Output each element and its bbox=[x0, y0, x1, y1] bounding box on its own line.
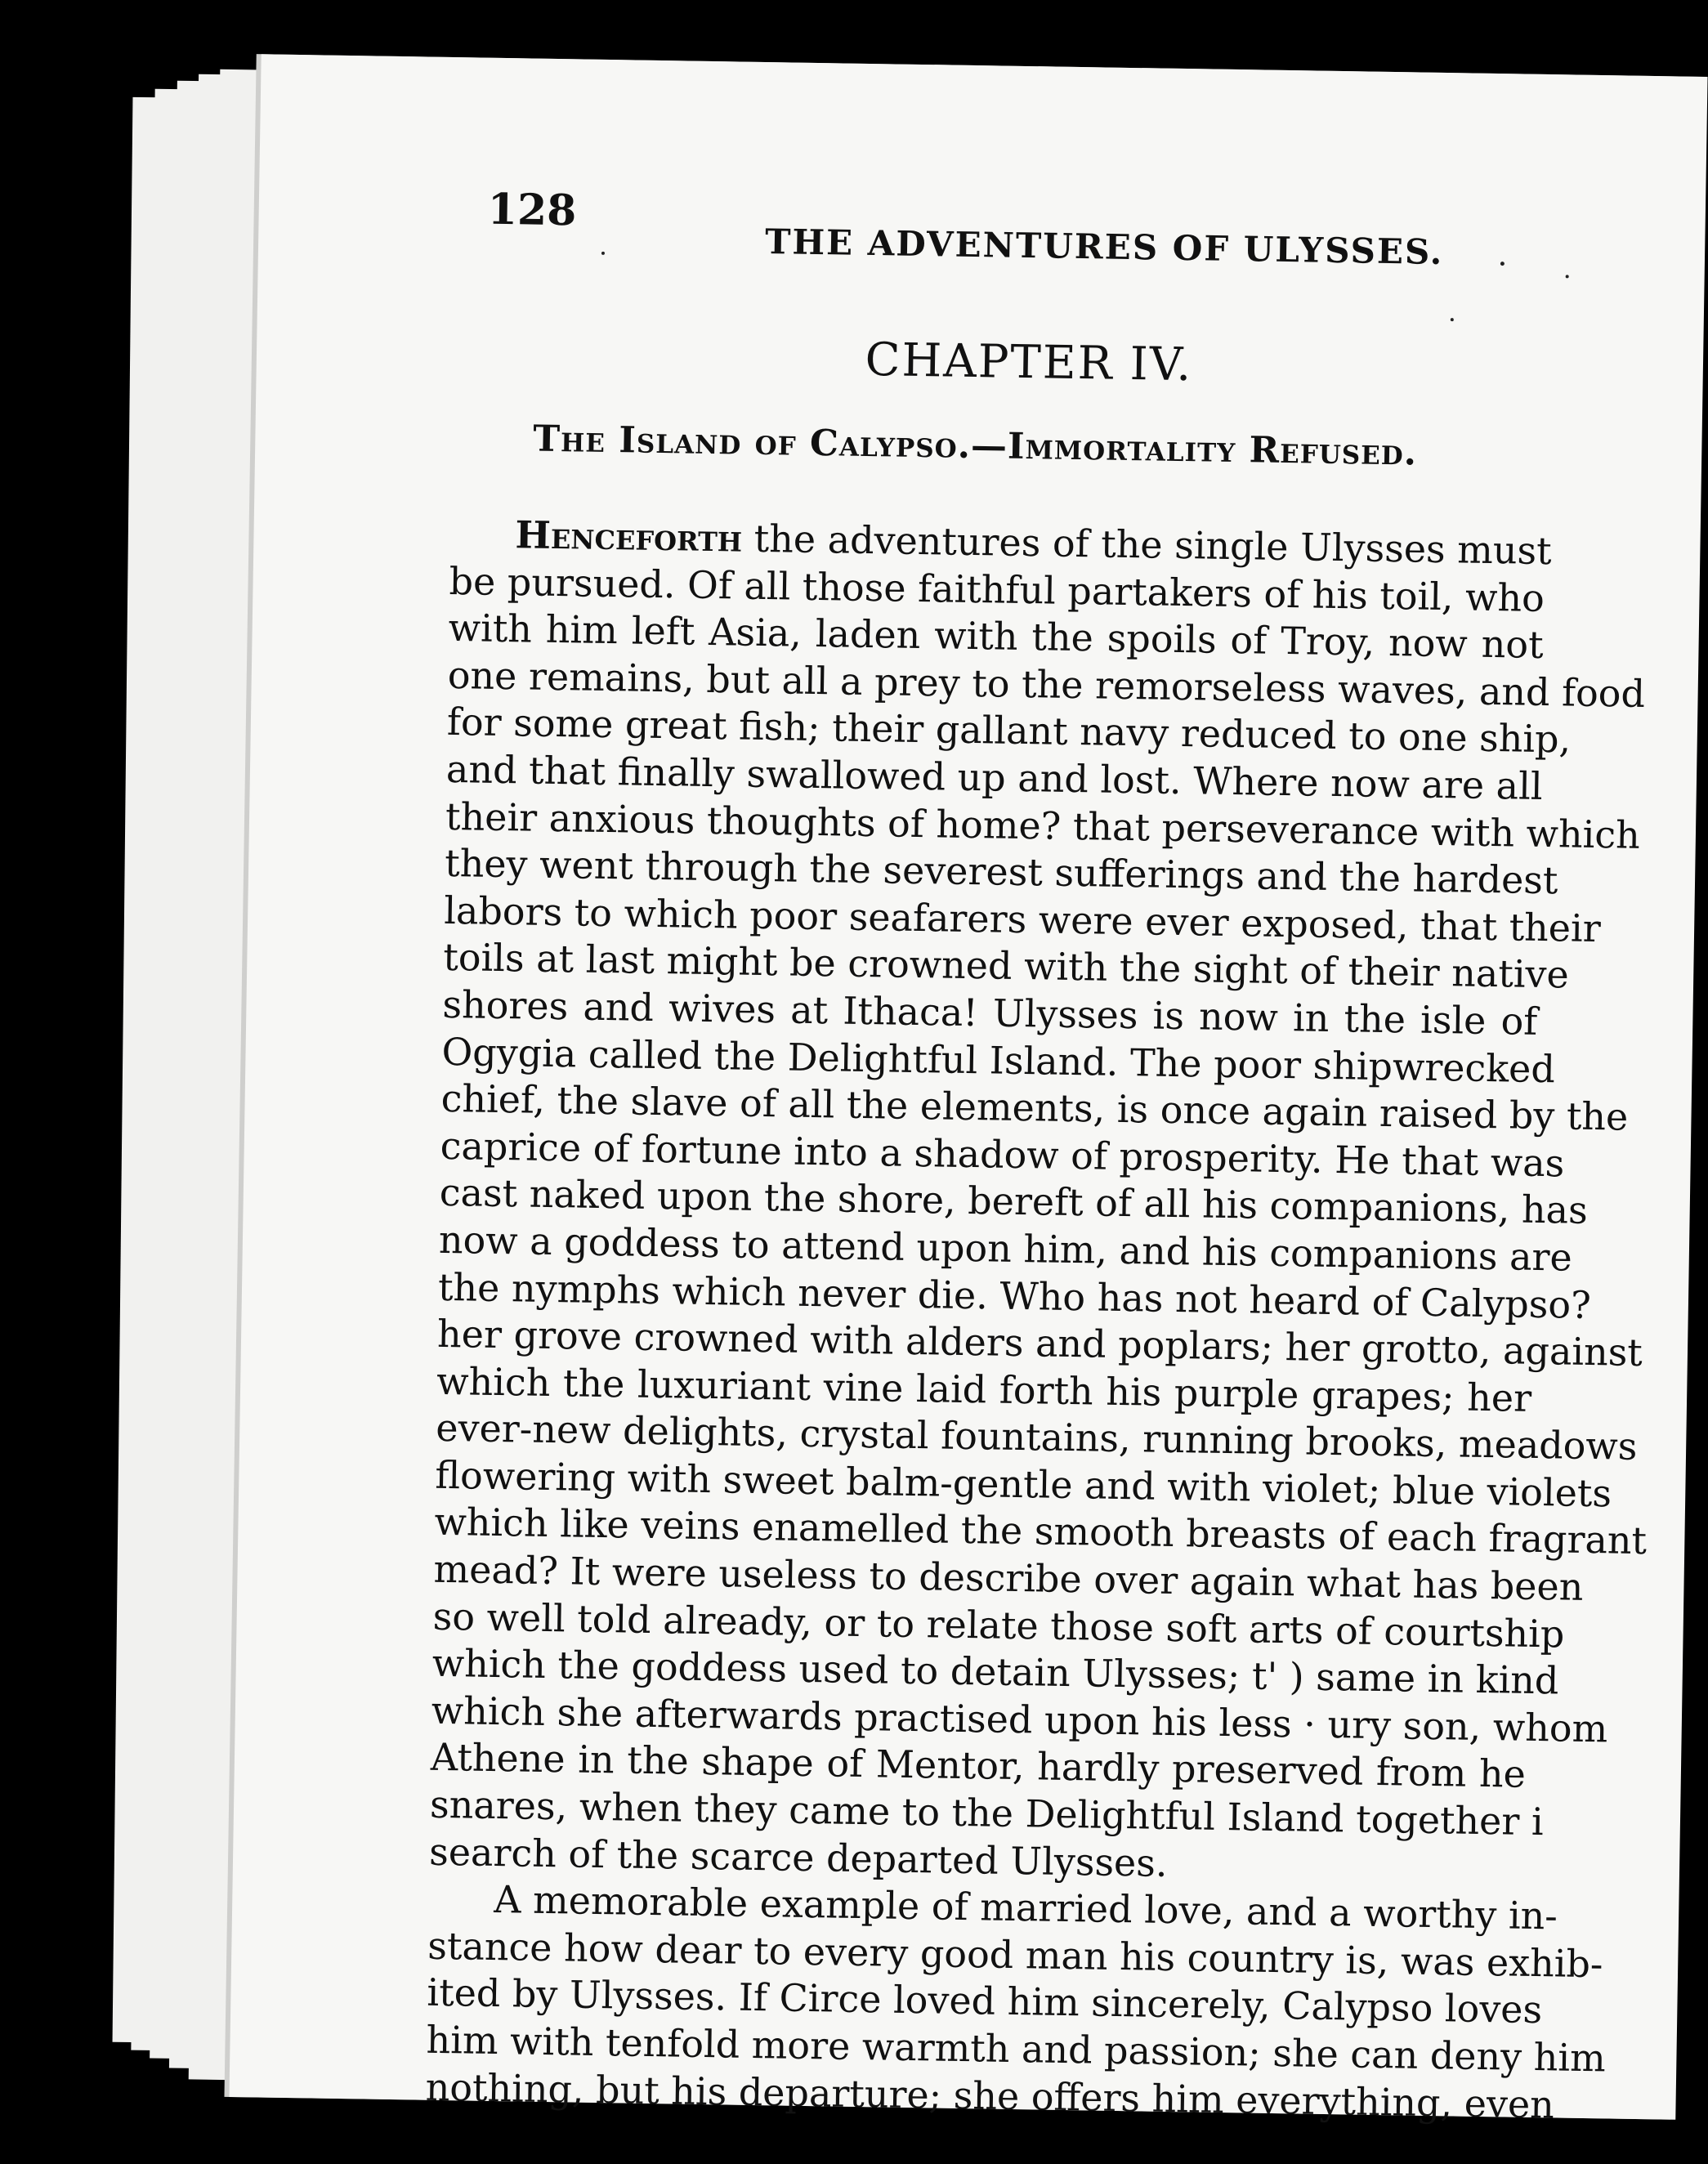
text-line: caprice of fortune into a shadow of prosperity. He that was bbox=[440, 1123, 1565, 1186]
text-line: for some great fish; their gallant navy reduced to one ship, bbox=[446, 700, 1572, 762]
running-head: THE ADVENTURES OF ULYSSES. bbox=[764, 221, 1444, 273]
scan-speck bbox=[1500, 262, 1505, 266]
text-line: ited by Ulysses. If Circe loved him sincerely, Calypso loves bbox=[427, 1970, 1543, 2032]
text-line: their anxious thoughts of home? that perseverance with which bbox=[445, 794, 1641, 857]
text-line: one remains, but all a prey to the remorseless waves, and food bbox=[447, 652, 1646, 716]
text-line: Henceforth the adventures of the single Ulysses must bbox=[515, 512, 1553, 574]
body-text bbox=[425, 511, 1648, 2128]
page-number: 128 bbox=[487, 184, 577, 236]
text-line: nothing, but his departure; she offers him everything, even bbox=[425, 2064, 1555, 2127]
text-line: cast naked upon the shore, bereft of all his companions, has bbox=[439, 1170, 1589, 1233]
text-line: they went through the severest sufferings and the hardest bbox=[444, 841, 1558, 903]
chapter-heading: CHAPTER IV. bbox=[865, 333, 1193, 392]
text-line: him with tenfold more warmth and passion; she can deny him bbox=[426, 2017, 1607, 2081]
text-line: her grove crowned with alders and poplars; her grotto, against bbox=[436, 1311, 1643, 1375]
book-page bbox=[229, 54, 1707, 2127]
text-line: Athene in the shape of Mentor, hardly preserved from he bbox=[430, 1735, 1527, 1797]
text-line: A memorable example of married love, and a worthy in- bbox=[493, 1877, 1558, 1938]
lead-word: Henceforth bbox=[515, 512, 743, 561]
text-line: which like veins enamelled the smooth breasts of each fragrant bbox=[434, 1500, 1648, 1563]
text-line: flowering with sweet balm-gentle and with violet; blue violets bbox=[435, 1452, 1612, 1516]
text-line: and that finally swallowed up and lost. Where now are all bbox=[445, 746, 1543, 808]
text-line: now a goddess to attend upon him, and his companions are bbox=[438, 1217, 1573, 1280]
text-line: snares, when they came to the Delightful Island together i bbox=[429, 1782, 1545, 1844]
paragraph bbox=[428, 511, 1648, 1893]
scan-speck bbox=[601, 252, 605, 255]
text-line: labors to which poor seafarers were ever exposed, that their bbox=[443, 888, 1602, 950]
text-line: search of the scarce departed Ulysses. bbox=[428, 1829, 1168, 1885]
text-line: which the goddess used to detain Ulysses; t' ) same in kind bbox=[431, 1641, 1559, 1703]
scan-speck bbox=[1566, 275, 1569, 278]
text-line: toils at last might be crowned with the sight of their native bbox=[442, 935, 1570, 997]
text-line: mead? It were useless to describe over again what has been bbox=[433, 1546, 1584, 1609]
chapter-subtitle: The Island of Calypso.—Immortality Refused. bbox=[532, 418, 1418, 474]
text-line: with him left Asia, laden with the spoils of Troy, now not bbox=[448, 606, 1545, 668]
text-line: stance how dear to every good man his country is, was exhib- bbox=[427, 1923, 1603, 1987]
text-line: so well told already, or to relate those soft arts of courtship bbox=[432, 1594, 1565, 1657]
paragraph bbox=[425, 1876, 1607, 2128]
text-line: the nymphs which never die. Who has not heard of Calypso? bbox=[437, 1264, 1592, 1327]
text-line: ever-new delights, crystal fountains, running brooks, meadows bbox=[435, 1406, 1638, 1469]
text-line: which the luxuriant vine laid forth his purple grapes; her bbox=[436, 1358, 1532, 1420]
text-line: chief, the slave of all the elements, is once again raised by the bbox=[440, 1075, 1629, 1139]
text-line: Ogygia called the Delightful Island. The poor shipwrecked bbox=[441, 1029, 1556, 1091]
scan-speck bbox=[1451, 318, 1454, 321]
text-line: shores and wives at Ithaca! Ulysses is now in the isle of bbox=[442, 981, 1538, 1044]
text-line: be pursued. Of all those faithful partakers of his toil, who bbox=[449, 558, 1545, 620]
text-line: which she afterwards practised upon his less · ury son, whom bbox=[431, 1688, 1608, 1751]
